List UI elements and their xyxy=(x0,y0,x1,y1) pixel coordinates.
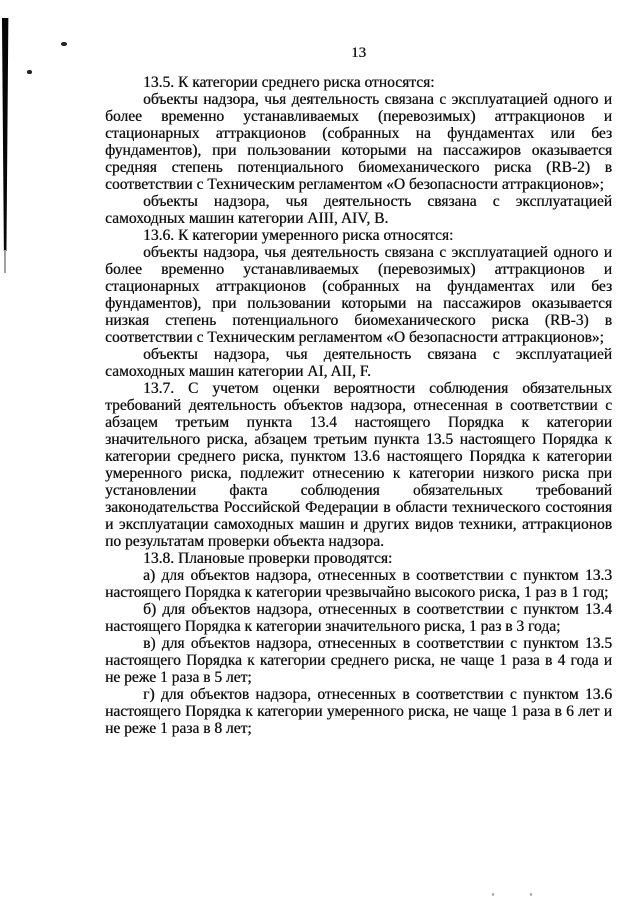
paragraph-13-6-heading: 13.6. К категории умеренного риска относятся: xyxy=(143,227,454,244)
ink-speck xyxy=(530,893,532,896)
document-body xyxy=(105,74,612,737)
ink-speck xyxy=(492,893,494,896)
paragraph-13-8-g: г) для объектов надзора, отнесенных в соответствии с пунктом 13.6 настоящего Порядка к категории умеренного риска, не чаще 1 раза в 6 лет и не реже 1 раза в 8 лет; xyxy=(105,686,612,737)
paragraph-13-8-b: б) для объектов надзора, отнесенных в соответствии с пунктом 13.4 настоящего Порядка к категории значительного риска, 1 раз в 3 года; xyxy=(105,601,612,635)
paragraph-13-6-attractions: объекты надзора, чья деятельность связана с эксплуатацией одного и более временно устанавливаемых (перевозимых) аттракционов и стационарных аттракционов (собранных на фундаментах или без фундаментов), при пользовании которыми на пассажиров оказывается низкая степень потенциального биомеханического риска (RB-3) в соответствии с Техническим регламентом «О безопасности аттракционов»; xyxy=(105,244,612,346)
ink-speck xyxy=(61,42,67,46)
paragraph-13-7: 13.7. С учетом оценки вероятности соблюдения обязательных требований деятельность объектов надзора, отнесенная в соответствии с абзацем третьим пункта 13.4 настоящего Порядка к категории значительного риска, абзацем третьим пункта 13.5 настоящего Порядка к категории среднего риска, пунктом 13.6 настоящего Порядка к категории умеренного риска, подлежит отнесению к категории низкого риска при установлении факта соблюдения обязательных требований законодательства Российской Федерации в области технического состояния и эксплуатации самоходных машин и других видов техники, аттракционов по результатам проверки объекта надзора. xyxy=(105,380,612,550)
paragraph-13-8-v: в) для объектов надзора, отнесенных в соответствии с пунктом 13.5 настоящего Порядка к категории среднего риска, не чаще 1 раза в 4 года и не реже 1 раза в 5 лет; xyxy=(105,635,612,686)
paragraph-13-5-attractions: объекты надзора, чья деятельность связана с эксплуатацией одного и более временно устанавливаемых (перевозимых) аттракционов и стационарных аттракционов (собранных на фундаментах или без фундаментов), при пользовании которыми на пассажиров оказывается средняя степень потенциального биомеханического риска (RB-2) в соответствии с Техническим регламентом «О безопасности аттракционов»; xyxy=(105,91,612,193)
scan-edge-artifact xyxy=(1,18,9,251)
scan-edge-artifact-tail xyxy=(4,250,6,273)
paragraph-13-6-machines: объекты надзора, чья деятельность связана с эксплуатацией самоходных машин категории AI, AII, F. xyxy=(105,346,612,380)
paragraph-13-5-heading: 13.5. К категории среднего риска относятся: xyxy=(143,74,435,91)
page-number: 13 xyxy=(351,45,366,61)
paragraph-13-8-heading: 13.8. Плановые проверки проводятся: xyxy=(143,550,393,567)
ink-speck xyxy=(27,70,32,74)
paragraph-13-8-a: а) для объектов надзора, отнесенных в соответствии с пунктом 13.3 настоящего Порядка к категории чрезвычайно высокого риска, 1 раз в 1 год; xyxy=(105,567,612,601)
paragraph-13-5-machines: объекты надзора, чья деятельность связана с эксплуатацией самоходных машин категории AIII, AIV, B. xyxy=(105,193,612,227)
